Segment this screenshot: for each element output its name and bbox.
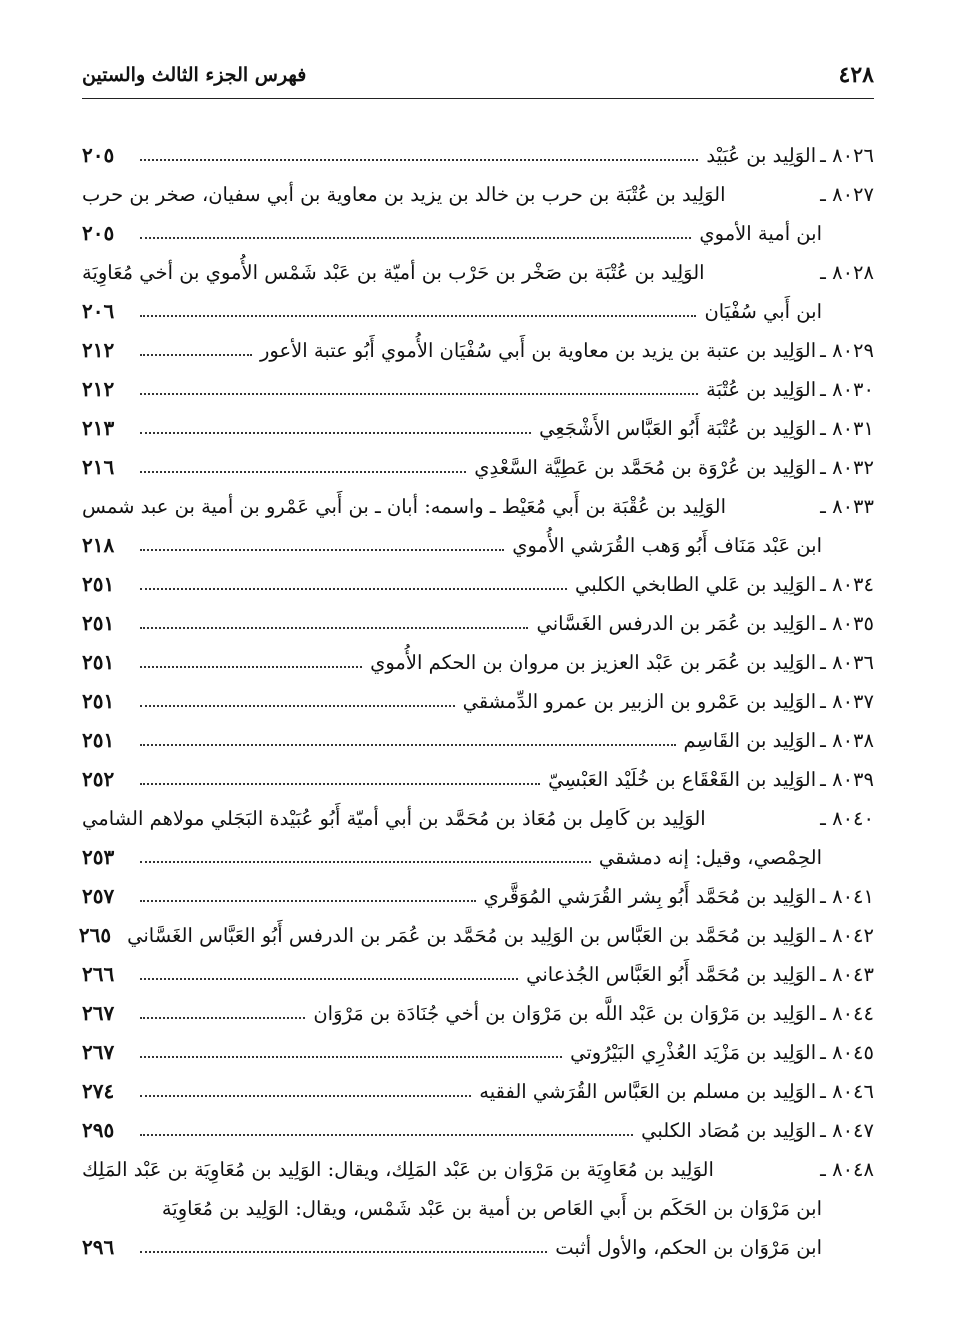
entry-page-number: ٢٠٥ <box>82 143 115 167</box>
entry-page-number: ٢١٢ <box>82 377 115 401</box>
index-entry-line <box>82 713 874 752</box>
entry-page-number: ٢٥١ <box>82 689 115 713</box>
index-entries <box>78 128 874 1259</box>
dot-leader <box>140 1134 633 1136</box>
dot-leader <box>140 393 698 395</box>
entry-number: ٨٠٣٨ ـ <box>820 729 874 752</box>
entry-number: ٨٠٢٦ ـ <box>820 144 874 167</box>
dot-leader <box>140 744 676 746</box>
dot-leader <box>140 1056 562 1058</box>
entry-number: ٨٠٣٢ ـ <box>820 456 874 479</box>
index-entry-line <box>82 323 874 362</box>
entry-text: ابن مَرْوَان بن الحَكَم بن أَبي العَاص بن أمية بن عَبْد شَمْس، ويقال: الوَلِيد بن مُعَاوِيَة <box>161 1197 822 1220</box>
index-entry-line <box>82 596 874 635</box>
dot-leader <box>140 627 528 629</box>
entry-text: الوَلِيد بن عُبَيْد <box>706 144 817 167</box>
entry-number: ٨٠٤٤ ـ <box>820 1002 874 1025</box>
entry-number: ٨٠٤٨ ـ <box>820 1158 874 1181</box>
dot-leader <box>140 900 476 902</box>
entry-page-number: ٢٥١ <box>82 728 115 752</box>
running-title: فهرس الجزء الثالث والستين <box>82 64 307 86</box>
entry-text: الوَلِيد بن القَاسِم <box>683 729 817 752</box>
entry-text: الوَلِيد بن عُتْبَة بن حرب بن خالد بن يزيد بن معاوية بن أبي سفيان، صخر بن حرب <box>82 183 726 206</box>
entry-number: ٨٠٣٤ ـ <box>820 573 874 596</box>
entry-page-number: ٢٠٦ <box>82 299 115 323</box>
entry-number: ٨٠٤٢ ـ <box>820 924 874 947</box>
entry-text: الوَلِيد بن مُصَاد الكلبي <box>641 1119 817 1142</box>
index-entry-line <box>82 869 874 908</box>
entry-number: ٨٠٤١ ـ <box>820 885 874 908</box>
entry-text: الوَلِيد بن مُحَمَّد بن العَبَّاس بن الوَلِيد بن مُحَمَّد بن عُمَر بن الدرفس أَبُو العَبَّاس الغَسَّاني <box>127 924 817 947</box>
index-entry-line <box>82 1220 874 1259</box>
index-entry-line <box>82 635 874 674</box>
entry-page-number: ٢١٣ <box>82 416 115 440</box>
dot-leader <box>140 1017 305 1019</box>
entry-number: ٨٠٣٥ ـ <box>820 612 874 635</box>
entry-text: ابن عَبْد مَنَاف أَبُو وَهب القُرَشي الأُموي <box>512 534 822 557</box>
index-entry-line <box>82 362 874 401</box>
entry-number: ٨٠٤٧ ـ <box>820 1119 874 1142</box>
page-number: ٤٢٨ <box>838 62 874 88</box>
entry-page-number: ٢٩٦ <box>82 1235 115 1259</box>
entry-page-number: ٢١٢ <box>82 338 115 362</box>
entry-number: ٨٠٤٣ ـ <box>820 963 874 986</box>
dot-leader <box>140 1251 547 1253</box>
entry-page-number: ٢٥١ <box>82 611 115 635</box>
index-entry-line <box>82 986 874 1025</box>
entry-text: ابن أَبي سُفْيَان <box>704 300 822 323</box>
dot-leader <box>140 588 567 590</box>
entry-number: ٨٠٢٧ ـ <box>820 183 874 206</box>
entry-page-number: ٢٥١ <box>82 572 115 596</box>
index-entry-line <box>82 128 874 167</box>
entry-text: ابن مَرْوَان بن الحكم، والأول أثبت <box>555 1236 822 1259</box>
entry-text: الوَلِيد بن مَرْوَان بن عَبْد اللَّه بن مَرْوَان بن أخي جُنَادَة بن مَرْوَان <box>313 1002 817 1025</box>
entry-number: ٨٠٣٧ ـ <box>820 690 874 713</box>
dot-leader <box>140 315 696 317</box>
entry-number: ٨٠٣٦ ـ <box>820 651 874 674</box>
entry-text: الوَلِيد بن عُتْبَة <box>706 378 817 401</box>
entry-text: الوَلِيد بن مَزْيَد العُذْرِي البَيْرُوتي <box>570 1041 817 1064</box>
entry-page-number: ٢٦٥ <box>78 923 112 947</box>
entry-page-number: ٢٦٧ <box>82 1001 115 1025</box>
dot-leader <box>140 978 518 980</box>
entry-page-number: ٢٦٦ <box>82 962 115 986</box>
entry-page-number: ٢٦٧ <box>82 1040 115 1064</box>
entry-text: الوَلِيد بن عَمْرو بن الزبير بن عمرو الدِّمشقي <box>462 690 817 713</box>
entry-text: الوَلِيد بن عُتْبَة بن صَخْر بن حَرْب بن أميّة بن عَبْد شَمْس الأُموي بن أخي مُعَاوِيَة <box>82 261 705 284</box>
index-entry-line <box>82 557 874 596</box>
index-entry-line <box>82 518 874 557</box>
index-entry-line <box>82 1064 874 1103</box>
entry-text: الوَلِيد بن كَامِل بن مُعَاذ بن مُحَمَّد بن أبي أميّة أَبُو عُبَيْدة البَجَلي مولاهم الشامي <box>82 807 706 830</box>
entry-text: الوَلِيد بن مُعَاوِيَة بن مَرْوَان بن عَبْد المَلِك، ويقال: الوَلِيد بن مُعَاوِيَة بن عَبْد المَلِك <box>82 1158 714 1181</box>
entry-text: الوَلِيد بن عُقْبَة بن أَبي مُعَيْط ـ واسمه: أبان ـ بن أَبي عَمْرو بن أمية بن عبد شمس <box>82 495 727 518</box>
index-entry-line <box>82 167 874 206</box>
index-entry-line <box>82 791 874 830</box>
entry-text: الوَلِيد بن مُحَمَّد أَبُو بِشر القُرَشي المُوَقَّري <box>483 885 817 908</box>
entry-text: الوَلِيد بن مسلم بن العَبَّاس القُرَشي الفقيه <box>479 1080 817 1103</box>
index-entry-line <box>82 245 874 284</box>
entry-page-number: ٢٠٥ <box>82 221 115 245</box>
entry-page-number: ٢٩٥ <box>82 1118 115 1142</box>
dot-leader <box>140 432 531 434</box>
entry-page-number: ٢٥٧ <box>82 884 115 908</box>
dot-leader <box>140 237 691 239</box>
dot-leader <box>140 705 455 707</box>
entry-page-number: ٢٧٤ <box>82 1079 115 1103</box>
entry-number: ٨٠٢٩ ـ <box>820 339 874 362</box>
entry-text: الوَلِيد بن عتبة بن يزيد بن معاوية بن أَبي سُفْيَان الأُموي أَبُو عتبة الأعور <box>260 339 817 362</box>
index-entry-line <box>82 1181 874 1220</box>
dot-leader <box>140 354 252 356</box>
dot-leader <box>140 783 540 785</box>
entry-number: ٨٠٣٣ ـ <box>820 495 874 518</box>
index-entry-line <box>82 1025 874 1064</box>
index-entry-line <box>82 830 874 869</box>
index-entry-line <box>82 1103 874 1142</box>
dot-leader <box>140 471 466 473</box>
index-entry-line <box>82 752 874 791</box>
entry-page-number: ٢١٨ <box>82 533 115 557</box>
entry-text: الوَلِيد بن عُتْبَة أَبُو العَبَّاس الأَشْجَعِي <box>539 417 817 440</box>
index-entry-line <box>82 284 874 323</box>
entry-page-number: ٢١٦ <box>82 455 115 479</box>
index-entry-line <box>82 479 874 518</box>
entry-number: ٨٠٤٦ ـ <box>820 1080 874 1103</box>
dot-leader <box>140 159 698 161</box>
index-entry-line <box>78 908 874 947</box>
entry-text: ابن أمية الأموي <box>699 222 822 245</box>
entry-text: الوَلِيد بن عُرْوَة بن مُحَمَّد بن عَطِيَّة السَّعْدِي <box>474 456 817 479</box>
entry-page-number: ٢٥٣ <box>82 845 115 869</box>
dot-leader <box>140 549 504 551</box>
dot-leader <box>140 861 591 863</box>
page-header <box>82 58 874 99</box>
entry-text: الوَلِيد بن عُمَر بن عَبْد العزيز بن مروان بن الحكم الأُموي <box>370 651 817 674</box>
entry-text: الوَلِيد بن عُمَر بن الدرفس الغَسَّاني <box>536 612 817 635</box>
index-entry-line <box>82 1142 874 1181</box>
index-entry-line <box>82 206 874 245</box>
entry-text: الوَلِيد بن القَعْقَاع بن خُلَيْد العَبْسِيّ <box>548 768 817 791</box>
entry-number: ٨٠٤٥ ـ <box>820 1041 874 1064</box>
index-entry-line <box>82 947 874 986</box>
entry-number: ٨٠٤٠ ـ <box>820 807 874 830</box>
entry-number: ٨٠٢٨ ـ <box>820 261 874 284</box>
entry-number: ٨٠٣٩ ـ <box>820 768 874 791</box>
dot-leader <box>140 1095 471 1097</box>
index-entry-line <box>82 401 874 440</box>
entry-page-number: ٢٥٢ <box>82 767 115 791</box>
entry-page-number: ٢٥١ <box>82 650 115 674</box>
entry-number: ٨٠٣٠ ـ <box>820 378 874 401</box>
index-entry-line <box>82 440 874 479</box>
entry-text: الوَلِيد بن مُحَمَّد أَبُو العَبَّاس الجُذعاني <box>526 963 817 986</box>
index-entry-line <box>82 674 874 713</box>
entry-number: ٨٠٣١ ـ <box>820 417 874 440</box>
entry-text: الوَلِيد بن عَلي الطابخي الكلبي <box>574 573 817 596</box>
dot-leader <box>140 666 362 668</box>
entry-text: الحِمْصي، وقيل: إنه دمشقي <box>598 846 822 869</box>
